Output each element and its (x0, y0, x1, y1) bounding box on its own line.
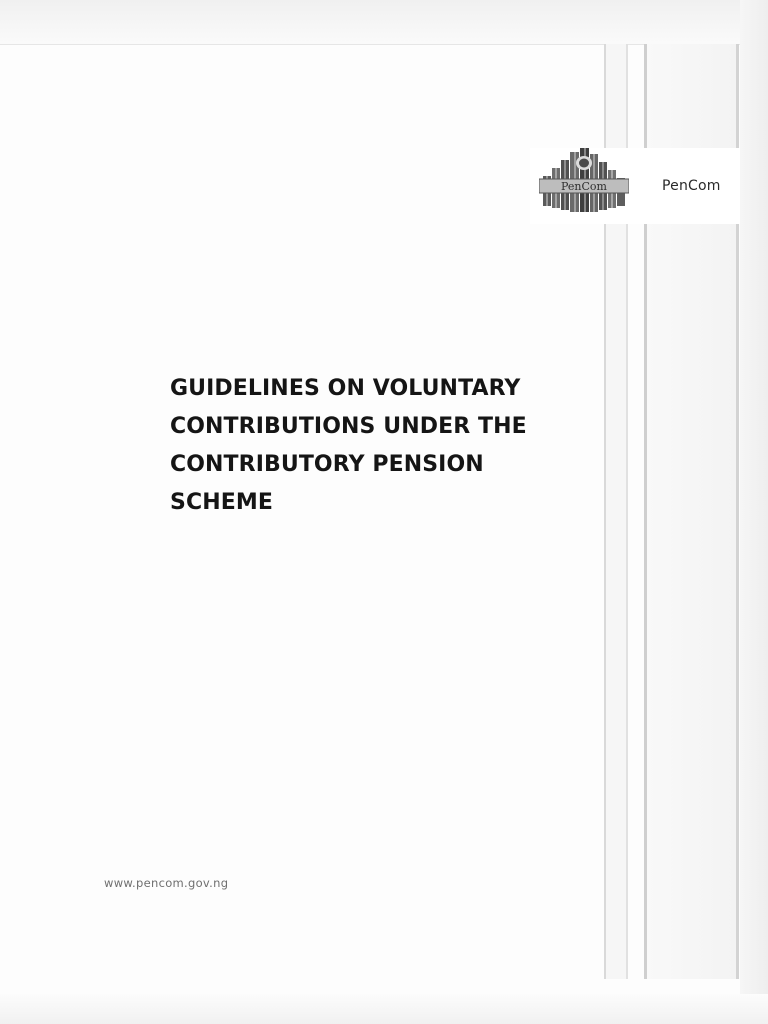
scan-edge-right (740, 0, 768, 1024)
title-line: SCHEME (170, 490, 273, 515)
title-line: CONTRIBUTORY PENSION (170, 452, 484, 477)
scan-edge-bottom (0, 994, 768, 1024)
title-line: CONTRIBUTIONS UNDER THE (170, 414, 527, 439)
pencom-emblem-icon (539, 146, 629, 214)
document-title (170, 370, 590, 522)
scan-edge-top (0, 0, 768, 45)
title-line: GUIDELINES ON VOLUNTARY (170, 376, 521, 401)
logo-text: PenCom (561, 180, 607, 193)
brand-name: PenCom (662, 178, 721, 194)
website-url: www.pencom.gov.ng (104, 876, 229, 890)
